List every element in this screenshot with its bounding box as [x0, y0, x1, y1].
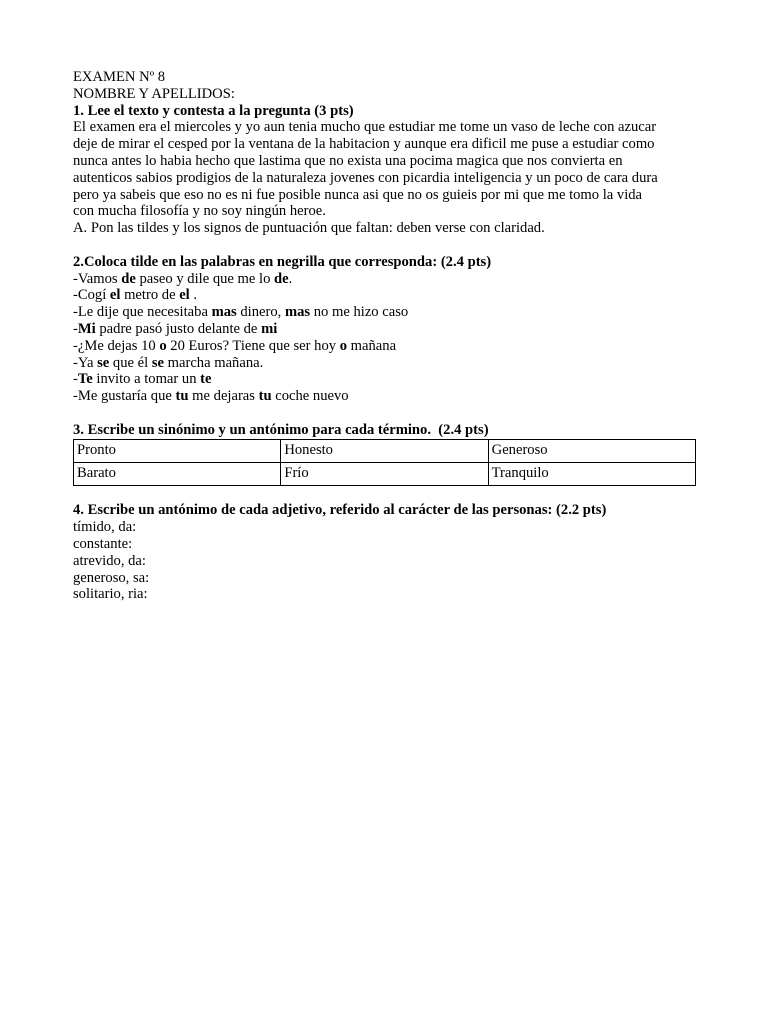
sentence-text: padre pasó justo delante de [95, 320, 262, 337]
sentence-line [73, 388, 697, 405]
bold-word: te [200, 371, 212, 388]
table-row [74, 439, 696, 462]
bold-word: mas [211, 304, 237, 321]
table-cell: Pronto [74, 439, 281, 462]
terms-table [73, 439, 696, 486]
table-cell: Frío [281, 462, 488, 485]
spacer [73, 405, 697, 422]
sentence-text: -Cogí [73, 287, 110, 304]
sentence-text: paseo y dile que me lo [135, 270, 275, 287]
sentence-text: . [189, 287, 198, 304]
text-line: con mucha filosofía y no soy ningún heroe. [73, 203, 326, 220]
sentence-text: que él [109, 354, 152, 371]
sentence-text: -Me gustaría que [73, 388, 176, 405]
bold-word: el [179, 287, 190, 304]
bold-word: de [274, 270, 289, 287]
bold-word: Te [77, 371, 93, 388]
bold-word: tu [175, 388, 189, 405]
sentence-text: metro de [120, 287, 180, 304]
sentence-line [73, 321, 697, 338]
spacer [73, 486, 697, 503]
text-line: pero ya sabeis que eso no es ni fue posible nunca asi que no os guieis por mi que me tomo la vida [73, 186, 643, 203]
bold-word: tu [258, 388, 272, 405]
bold-word: de [121, 270, 136, 287]
question-1-instruction: A. Pon las tildes y los signos de puntuación que faltan: deben verse con claridad. [73, 220, 545, 237]
sentence-text: -Le dije que necesitaba [73, 304, 212, 321]
table-row [74, 462, 696, 485]
sentence-line [73, 338, 697, 355]
sentence-text: - [73, 371, 78, 388]
adjective-item: constante: [73, 535, 133, 552]
question-4-title: 4. Escribe un antónimo de cada adjetivo, referido al carácter de las personas: (2.2 pts) [73, 502, 607, 519]
sentence-text: coche nuevo [271, 388, 349, 405]
text-line: deje de mirar el cesped por la ventana de la habitacion y aunque era dificil me puse a estudiar como [73, 136, 655, 153]
question-2-sentences [73, 271, 697, 405]
sentence-line [73, 287, 697, 304]
table-cell: Honesto [281, 439, 488, 462]
sentence-line [73, 304, 697, 321]
sentence-line [73, 371, 697, 388]
sentence-text: -¿Me dejas 10 [73, 337, 160, 354]
spacer [73, 237, 697, 254]
table-cell: Tranquilo [488, 462, 695, 485]
table-cell: Generoso [488, 439, 695, 462]
bold-word: o [159, 337, 167, 354]
exam-number: EXAMEN Nº 8 [73, 69, 166, 85]
bold-word: mas [284, 304, 311, 321]
sentence-line [73, 271, 697, 288]
sentence-text: no me hizo caso [310, 304, 409, 321]
bold-word: mi [261, 320, 278, 337]
sentence-text: invito a tomar un [92, 371, 201, 388]
bold-word: el [109, 287, 121, 304]
sentence-text: . [288, 270, 293, 287]
question-1-title: 1. Lee el texto y contesta a la pregunta (3 pts) [73, 102, 354, 119]
adjective-item: tímido, da: [73, 519, 137, 536]
sentence-line [73, 355, 697, 372]
bold-word: o [339, 337, 348, 354]
name-field-label: NOMBRE Y APELLIDOS: [73, 85, 235, 102]
question-1-text [73, 119, 697, 220]
question-2-title: 2.Coloca tilde en las palabras en negrilla que corresponda: (2.4 pts) [73, 253, 492, 270]
sentence-text: - [73, 320, 78, 337]
text-line: autenticos sabios prodigios de la naturaleza jovenes con picardia inteligencia y un poco de cara dura [73, 169, 658, 186]
text-line: nunca antes lo habia hecho que lastima que no exista una pocima magica que nos convierta en [73, 152, 623, 169]
question-3-title: 3. Escribe un sinónimo y un antónimo para cada término. (2.4 pts) [73, 421, 489, 438]
exam-content [73, 69, 697, 603]
bold-word: se [97, 354, 110, 371]
table-cell: Barato [74, 462, 281, 485]
sentence-text: -Vamos [73, 270, 122, 287]
sentence-text: mañana [347, 337, 397, 354]
bold-word: se [151, 354, 164, 371]
bold-word: Mi [77, 320, 96, 337]
adjective-item: generoso, sa: [73, 569, 150, 586]
text-line: El examen era el miercoles y yo aun tenia mucho que estudiar me tome un vaso de leche con azucar [73, 119, 657, 136]
sentence-text: -Ya [73, 354, 98, 371]
sentence-text: marcha mañana. [163, 354, 264, 371]
adjective-item: solitario, ria: [73, 586, 148, 603]
adjective-item: atrevido, da: [73, 552, 146, 569]
sentence-text: 20 Euros? Tiene que ser hoy [166, 337, 340, 354]
sentence-text: me dejaras [188, 388, 259, 405]
sentence-text: dinero, [236, 304, 285, 321]
